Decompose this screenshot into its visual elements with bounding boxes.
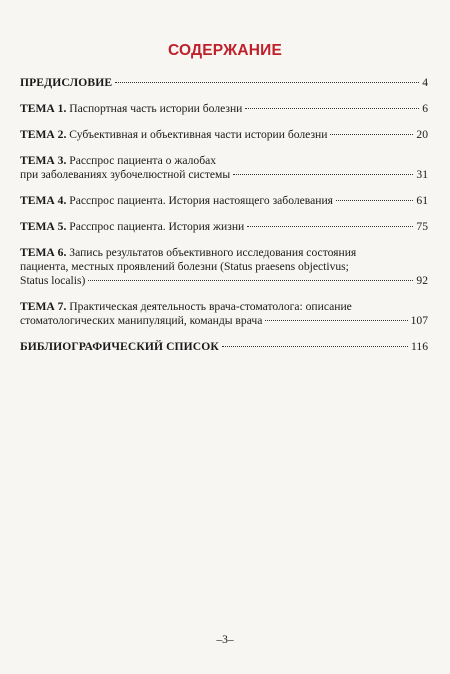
toc-entry-topic-5[interactable] (20, 220, 428, 234)
dot-leader (336, 200, 413, 201)
toc-entry-title-line: Практическая деятельность врача-стоматолога: описание (69, 300, 352, 313)
page-number-footer: –3– (216, 634, 234, 646)
toc-entry-topic-7[interactable] (20, 300, 428, 328)
toc-page-number: 92 (416, 274, 428, 287)
toc-entry-topic-1[interactable] (20, 102, 428, 116)
toc-entry-title: Расспрос пациента. История жизни (69, 220, 245, 233)
toc-entry-title-line: при заболеваниях зубочелюстной системы (20, 168, 231, 181)
dot-leader (222, 346, 408, 347)
dot-leader (233, 174, 413, 175)
toc-entry-title-line: пациента, местных проявлений болезни (Status praesens objectivus; (20, 260, 349, 273)
toc-entry-label: ТЕМА 1. (20, 102, 67, 115)
page-title: СОДЕРЖАНИЕ (167, 42, 283, 59)
toc-page-number: 107 (410, 314, 428, 327)
toc-entry-topic-4[interactable] (20, 194, 428, 208)
dot-leader (245, 108, 419, 109)
toc-entry-topic-3[interactable] (20, 154, 428, 182)
toc-entry-label: ТЕМА 5. (20, 220, 67, 233)
toc-entry-title-line: стоматологических манипуляций, команды врача (20, 314, 263, 327)
toc-entry-label: ТЕМА 7. (20, 300, 67, 313)
toc-entry-label: ТЕМА 4. (20, 194, 67, 207)
toc-page-number: 116 (411, 340, 428, 353)
toc-entry-label: БИБЛИОГРАФИЧЕСКИЙ СПИСОК (20, 340, 219, 353)
toc-entry-title: Расспрос пациента. История настоящего заболевания (69, 194, 333, 207)
dot-leader (88, 280, 413, 281)
toc-entry-title: Паспортная часть истории болезни (69, 102, 243, 115)
toc-entry-title: Субъективная и объективная части истории болезни (69, 128, 328, 141)
toc-page-number: 75 (416, 220, 428, 233)
dot-leader (247, 226, 413, 227)
toc-entry-label: ПРЕДИСЛОВИЕ (20, 76, 113, 89)
toc-entry-label: ТЕМА 3. (20, 154, 67, 167)
toc-page-number: 4 (422, 76, 428, 89)
toc-entry-title-line: Расспрос пациента о жалобах (69, 154, 217, 167)
toc-page-number: 20 (416, 128, 428, 141)
dot-leader (115, 82, 419, 83)
toc-page-number: 61 (416, 194, 428, 207)
toc-entry-title-line: Status localis) (20, 274, 86, 287)
toc-entry-label: ТЕМА 2. (20, 128, 67, 141)
toc-entry-label: ТЕМА 6. (20, 246, 67, 259)
dot-leader (265, 320, 407, 321)
toc-entry-topic-6[interactable] (20, 246, 428, 288)
table-of-contents (20, 76, 428, 366)
toc-entry-preface[interactable] (20, 76, 428, 90)
toc-page-number: 6 (422, 102, 428, 115)
toc-entry-bibliography[interactable] (20, 340, 428, 354)
toc-page-number: 31 (416, 168, 428, 181)
toc-entry-topic-2[interactable] (20, 128, 428, 142)
toc-entry-title-line: Запись результатов объективного исследования состояния (69, 246, 357, 259)
dot-leader (330, 134, 413, 135)
